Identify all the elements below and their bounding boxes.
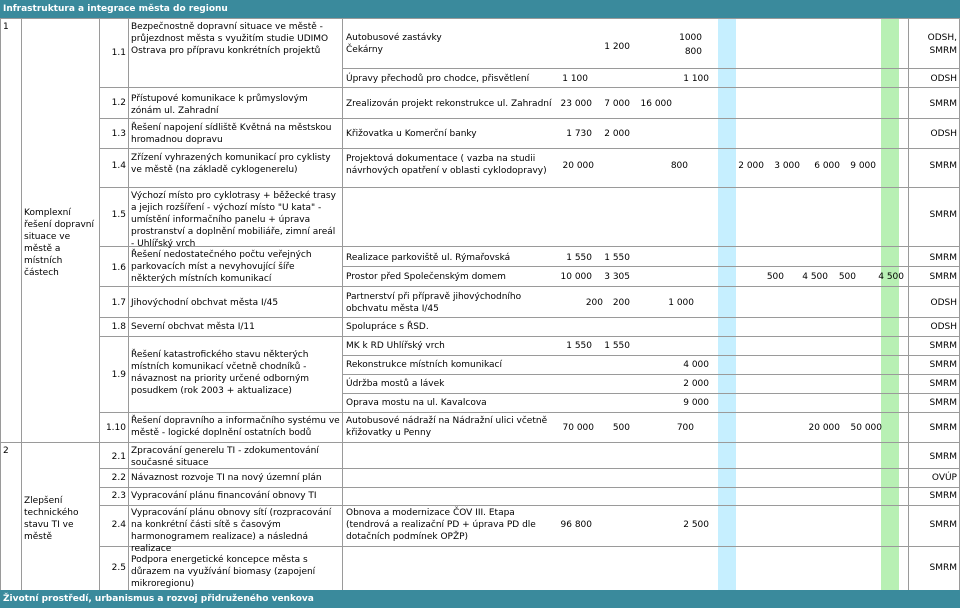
- value: 96 800: [560, 520, 592, 530]
- responsible-dept: ODSH,: [927, 33, 957, 43]
- value: 200: [612, 298, 630, 308]
- project: Úpravy přechodů pro chodce, přisvětlení: [346, 74, 530, 84]
- value: 1 100: [562, 74, 588, 84]
- value: 23 000: [560, 99, 592, 109]
- row-id: 1.7: [111, 298, 126, 308]
- value: 3 305: [604, 272, 630, 282]
- project: Čekárny: [346, 45, 383, 55]
- project: Autobusové zastávky: [346, 33, 442, 43]
- responsible-dept: ODSH: [930, 74, 957, 84]
- value: 9 000: [850, 161, 876, 171]
- row-title: Řešení napojení sídliště Květná na městskou hromadnou dopravu: [131, 123, 332, 145]
- responsible-dept: SMRM: [929, 398, 957, 408]
- row-title: Zřízení vyhrazených komunikací pro cyklisty ve městě (na základě cyklogenerelu): [131, 153, 331, 175]
- responsible-dept: OVÚP: [931, 473, 957, 483]
- value: 800: [670, 161, 688, 171]
- value: 16 000: [640, 99, 672, 109]
- value: 2 000: [604, 129, 630, 139]
- section-header-infrastructure: Infrastruktura a integrace města do regionu: [0, 0, 960, 18]
- value: 20 000: [562, 161, 594, 171]
- responsible-dept: ODSH: [930, 322, 957, 332]
- responsible-dept: SMRM: [929, 423, 957, 433]
- value: 1 550: [604, 341, 630, 351]
- value: 50 000: [850, 423, 882, 433]
- section-header-environment: Životní prostředí, urbanismus a rozvoj přidruženého venkova: [0, 590, 960, 608]
- row-title: Návaznost rozvoje TI na nový územní plán: [131, 473, 322, 483]
- section-number-1: 1: [3, 22, 9, 32]
- value: 3 000: [774, 161, 800, 171]
- section-name-1: Komplexní řešení dopravní situace ve městě a místních částech: [24, 208, 95, 278]
- project: Realizace parkoviště ul. Rýmařovská: [346, 253, 511, 263]
- value: 800: [684, 47, 702, 57]
- value: 2 500: [683, 520, 709, 530]
- responsible-dept: SMRM: [929, 99, 957, 109]
- row-id: 1.3: [111, 129, 126, 139]
- value: 9 000: [683, 398, 709, 408]
- value: 4 500: [802, 272, 828, 282]
- section-number-2: 2: [3, 446, 9, 456]
- value: 1 100: [683, 74, 709, 84]
- responsible-dept: ODSH: [930, 129, 957, 139]
- row-id: 2.3: [111, 491, 126, 501]
- row-title: Výchozí místo pro cyklotrasy + běžecké trasy a jejich rozšíření - výchozí místo "U kata" - umístění informačního panelu + úprava prostranství a doplnění mobiliáře, zimní areál - Uhlířský vrch: [131, 191, 336, 249]
- value: 20 000: [808, 423, 840, 433]
- row-title: Jihovýchodní obchvat města I/45: [131, 298, 279, 308]
- project: Autobusové nádraží na Nádražní ulici včetně křižovatky u Penny: [346, 416, 548, 438]
- value: 1 000: [668, 298, 694, 308]
- row-id: 2.2: [111, 473, 126, 483]
- row-title: Severní obchvat města I/11: [131, 322, 255, 332]
- value: 500: [838, 272, 856, 282]
- value: 500: [612, 423, 630, 433]
- responsible-dept: SMRM: [929, 210, 957, 220]
- value: 4 000: [683, 360, 709, 370]
- value: 500: [766, 272, 784, 282]
- project: Projektová dokumentace ( vazba na studii návrhových opatření v oblasti cyklodopravy): [346, 154, 547, 176]
- value: 1 550: [604, 253, 630, 263]
- responsible-dept: SMRM: [929, 341, 957, 351]
- value: 1 550: [566, 341, 592, 351]
- project: Partnerství při přípravě jihovýchodního obchvatu města I/45: [346, 292, 522, 314]
- project: Spolupráce s ŘSD.: [346, 322, 429, 332]
- value: 10 000: [560, 272, 592, 282]
- row-title: Vypracování plánu financování obnovy TI: [131, 491, 317, 501]
- row-id: 1.4: [111, 161, 126, 171]
- row-id: 1.8: [111, 322, 126, 332]
- project: Zrealizován projekt rekonstrukce ul. Zahradní: [346, 99, 552, 109]
- value: 1000: [679, 33, 702, 43]
- row-id: 1.5: [111, 210, 126, 220]
- value: 2 000: [683, 379, 709, 389]
- row-title: Přístupové komunikace k průmyslovým zónám ul. Zahradní: [131, 94, 308, 116]
- project: MK k RD Uhlířský vrch: [346, 341, 445, 351]
- row-title: Podpora energetické koncepce města s důrazem na využívání biomasy (zapojení mikroregionu): [131, 555, 316, 589]
- project: Obnova a modernizace ČOV III. Etapa (tendrová a realizační PD + úprava PD dle dotačních podmínek OPŽP): [346, 508, 536, 542]
- responsible-dept: SMRM: [929, 360, 957, 370]
- value: 70 000: [562, 423, 594, 433]
- responsible-dept: SMRM: [929, 563, 957, 573]
- responsible-dept: SMRM: [929, 161, 957, 171]
- project: Křižovatka u Komerční banky: [346, 129, 477, 139]
- responsible-dept: ODSH: [930, 298, 957, 308]
- project: Rekonstrukce místních komunikací: [346, 360, 502, 370]
- value: 1 550: [566, 253, 592, 263]
- responsible-dept: SMRM: [929, 272, 957, 282]
- row-title: Vypracování plánu obnovy sítí (rozpracování na konkrétní části sítě s časovým harmonogramem realizace) a následná realizace: [131, 508, 332, 554]
- project: Oprava mostu na ul. Kavalcova: [346, 398, 487, 408]
- value: 2 000: [738, 161, 764, 171]
- project: Údržba mostů a lávek: [346, 379, 445, 389]
- project: Prostor před Společenským domem: [346, 272, 506, 282]
- responsible-dept: SMRM: [929, 46, 957, 56]
- value: 6 000: [814, 161, 840, 171]
- responsible-dept: SMRM: [929, 491, 957, 501]
- row-id: 2.5: [111, 563, 126, 573]
- value: 700: [676, 423, 694, 433]
- row-id: 2.1: [111, 452, 126, 462]
- section-name-2: Zlepšení technického stavu TI ve městě: [24, 496, 79, 542]
- responsible-dept: SMRM: [929, 520, 957, 530]
- row-title: Řešení katastrofického stavu některých místních komunikací včetně chodníků - návaznost na priority určené odborným posudkem (rok 2003 + aktualizace): [131, 350, 310, 396]
- value: 1 730: [566, 129, 592, 139]
- row-id: 1.2: [111, 98, 126, 108]
- row-id: 1.10: [105, 423, 126, 433]
- row-id: 2.4: [111, 520, 126, 530]
- responsible-dept: SMRM: [929, 379, 957, 389]
- row-title: Řešení nedostatečného počtu veřejných parkovacích míst a nevyhovující šíře některých místních komunikací: [131, 250, 312, 284]
- row-id: 1.1: [111, 48, 126, 58]
- responsible-dept: SMRM: [929, 253, 957, 263]
- row-id: 1.6: [111, 263, 126, 273]
- responsible-dept: SMRM: [929, 452, 957, 462]
- row-id: 1.9: [111, 370, 126, 380]
- value: 200: [585, 298, 603, 308]
- row-title: Řešení dopravního a informačního systému ve městě - logické doplnění ostatních bodů: [131, 416, 340, 438]
- row-title: Zpracování generelu TI - zdokumentování současné situace: [131, 446, 319, 468]
- value: 4 500: [878, 272, 904, 282]
- value: 1 200: [604, 42, 630, 52]
- value: 7 000: [604, 99, 630, 109]
- row-title: Bezpečnostně dopravní situace ve městě - průjezdnost města s využitím studie UDIMO Ostrava pro přípravu konkrétních projektů: [131, 22, 329, 56]
